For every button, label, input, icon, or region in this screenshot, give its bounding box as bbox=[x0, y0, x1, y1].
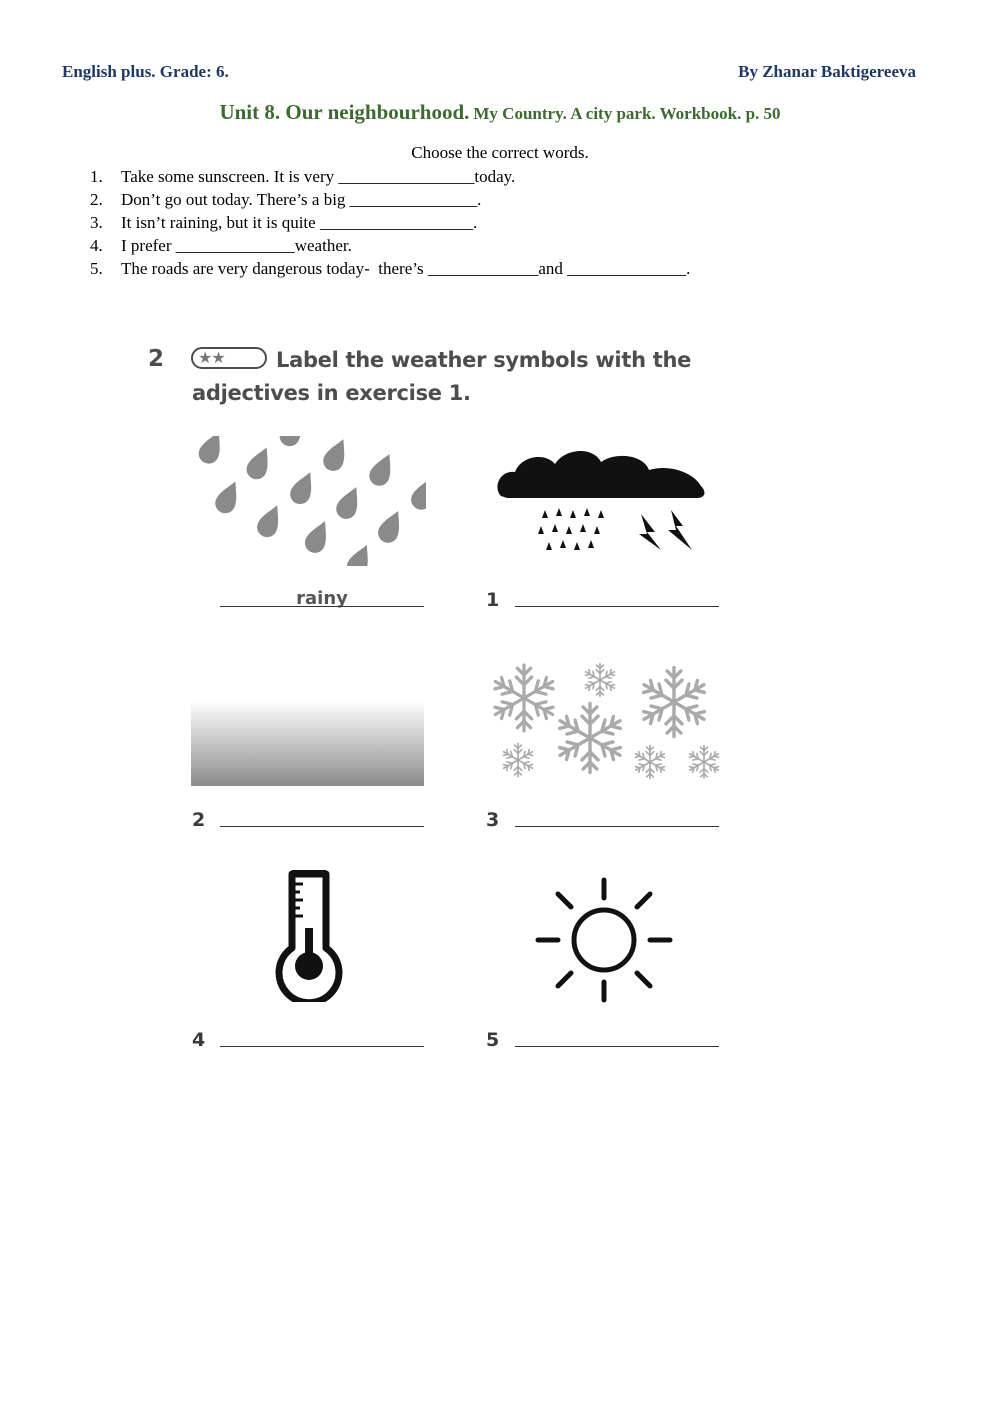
answer-line[interactable] bbox=[220, 1046, 424, 1047]
header-course: English plus. Grade: 6. bbox=[62, 62, 229, 81]
header-author: By Zhanar Baktigereeva bbox=[738, 62, 916, 81]
item-number: 1. bbox=[90, 167, 103, 186]
exercise1-item bbox=[90, 234, 690, 257]
unit-title bbox=[0, 100, 1000, 125]
fog-gradient-icon bbox=[191, 700, 424, 786]
answer-line[interactable] bbox=[220, 826, 424, 827]
label-number: 5 bbox=[486, 1029, 500, 1051]
exercise1-item bbox=[90, 165, 690, 188]
answer-line[interactable] bbox=[515, 606, 719, 607]
exercise2-instruction: Label the weather symbols with the adjectives in exercise 1. bbox=[192, 348, 692, 405]
item-number: 2. bbox=[90, 190, 103, 209]
exercise1-list bbox=[90, 165, 690, 280]
example-answer: rainy bbox=[296, 588, 348, 609]
item-text: The roads are very dangerous today- there’s _____________and ______________. bbox=[121, 259, 691, 278]
label-number: 1 bbox=[486, 589, 500, 611]
difficulty-stars: ★★ bbox=[191, 347, 267, 369]
rain-drops-icon bbox=[190, 436, 426, 566]
item-text: Take some sunscreen. It is very ________________today. bbox=[121, 167, 516, 186]
unit-title-sub: My Country. A city park. Workbook. p. 50 bbox=[473, 104, 781, 123]
item-text: It isn’t raining, but it is quite __________________. bbox=[121, 213, 478, 232]
item-text: I prefer ______________weather. bbox=[121, 236, 352, 255]
item-text: Don’t go out today. There’s a big _______________. bbox=[121, 190, 482, 209]
exercise1-item bbox=[90, 188, 690, 211]
item-number: 5. bbox=[90, 259, 103, 278]
unit-title-main: Unit 8. Our neighbourhood. bbox=[219, 100, 470, 124]
storm-cloud-icon bbox=[493, 448, 713, 566]
exercise1-item bbox=[90, 257, 690, 280]
item-number: 4. bbox=[90, 236, 103, 255]
exercise2-number: 2 bbox=[148, 346, 165, 372]
label-number: 2 bbox=[192, 809, 206, 831]
answer-line[interactable] bbox=[515, 1046, 719, 1047]
item-number: 3. bbox=[90, 213, 103, 232]
thermometer-icon bbox=[270, 868, 348, 1002]
answer-line bbox=[220, 606, 424, 607]
label-number: 3 bbox=[486, 809, 500, 831]
exercise1-item bbox=[90, 211, 690, 234]
label-number: 4 bbox=[192, 1029, 206, 1051]
answer-line[interactable] bbox=[515, 826, 719, 827]
snowflakes-icon bbox=[486, 658, 722, 782]
exercise1-instruction: Choose the correct words. bbox=[411, 143, 589, 162]
sun-icon bbox=[534, 876, 674, 1004]
